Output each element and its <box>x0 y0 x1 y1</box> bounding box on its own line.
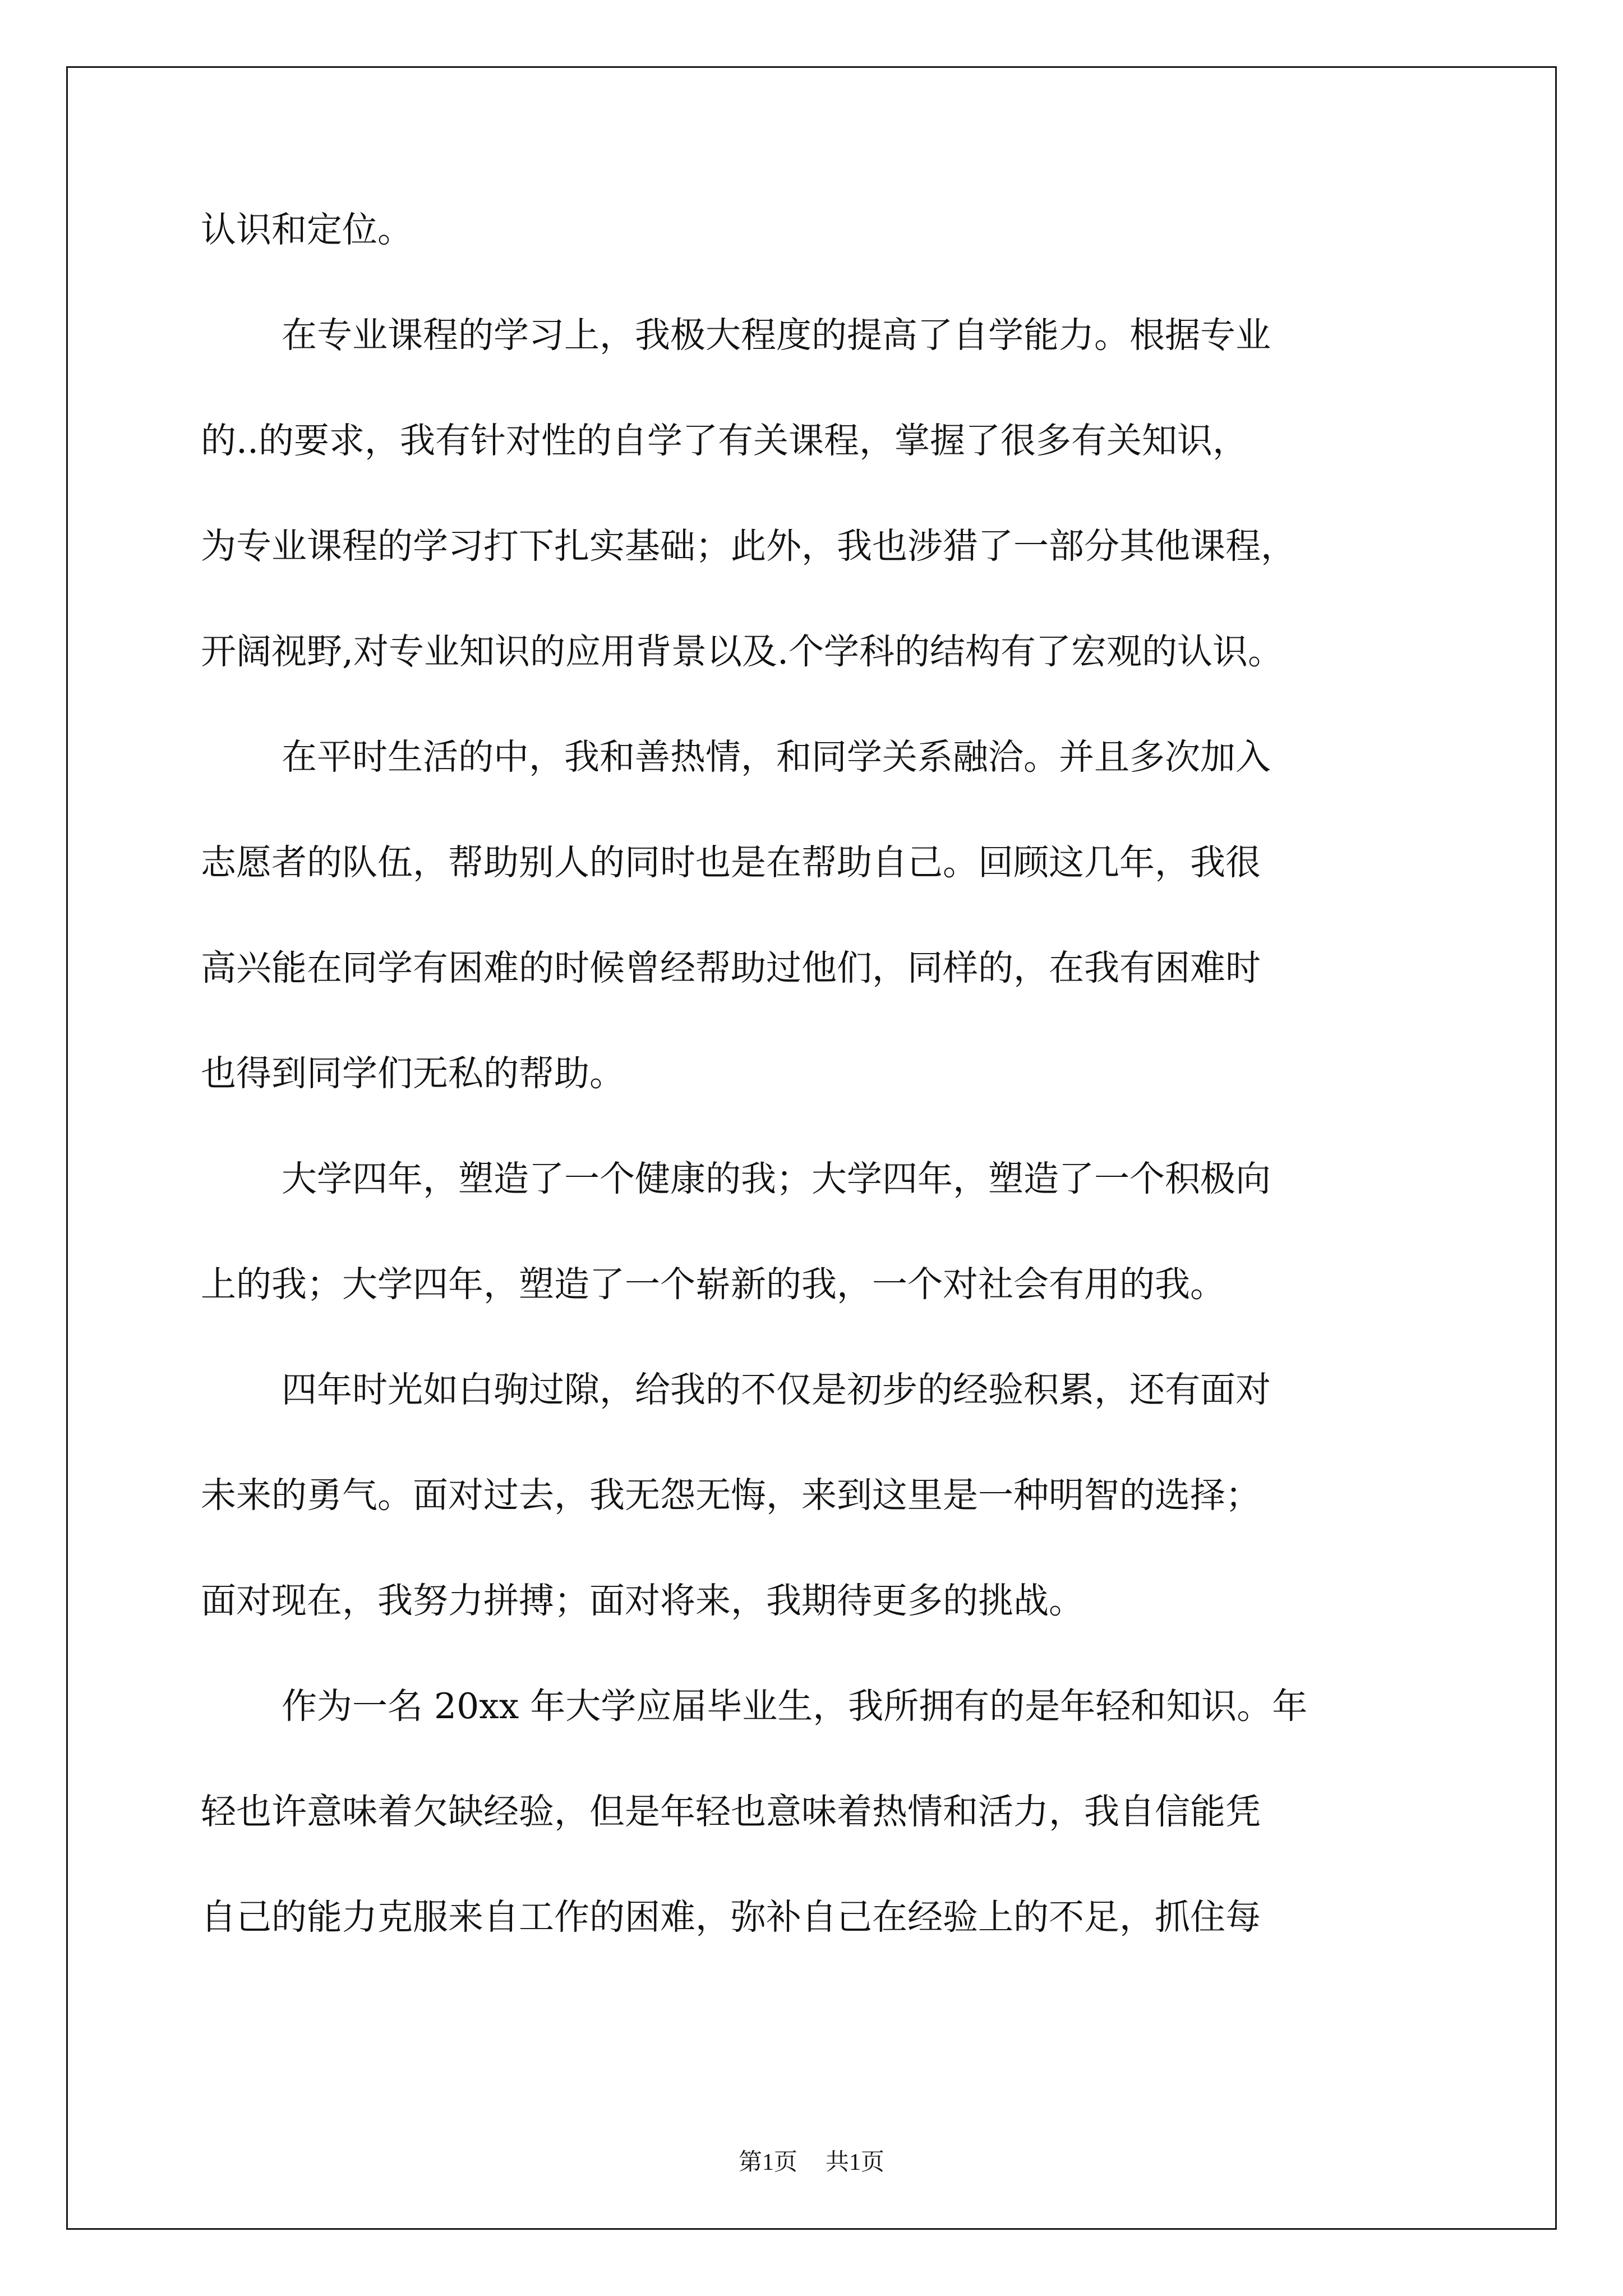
paragraph-line: 大学四年，塑造了一个健康的我；大学四年，塑造了一个积极向 <box>282 1158 1271 1199</box>
paragraph-line: 面对现在，我努力拼搏；面对将来，我期待更多的挑战。 <box>201 1580 1084 1621</box>
paragraph-line: 四年时光如白驹过隙，给我的不仅是初步的经验积累，还有面对 <box>282 1369 1271 1410</box>
paragraph-line: 开阔视野,对专业知识的应用背景以及.个学科的结构有了宏观的认识。 <box>201 631 1284 672</box>
paragraph-line: 上的我；大学四年，塑造了一个崭新的我，一个对社会有用的我。 <box>201 1264 1225 1305</box>
paragraph-line: 也得到同学们无私的帮助。 <box>201 1053 625 1094</box>
paragraph-line: 作为一名 20xx 年大学应届毕业生，我所拥有的是年轻和知识。年 <box>282 1686 1308 1727</box>
paragraph-line: 自己的能力克服来自工作的困难，弥补自己在经验上的不足，抓住每 <box>201 1897 1261 1938</box>
paragraph-line: 的..的要求，我有针对性的自学了有关课程，掌握了很多有关知识， <box>201 420 1248 461</box>
paragraph-line: 为专业课程的学习打下扎实基础；此外，我也涉猎了一部分其他课程， <box>201 526 1296 567</box>
paragraph-line: 轻也许意味着欠缺经验，但是年轻也意味着热情和活力，我自信能凭 <box>201 1791 1261 1832</box>
paragraph-line: 未来的勇气。面对过去，我无怨无悔，来到这里是一种明智的选择； <box>201 1475 1261 1516</box>
paragraph-line: 在专业课程的学习上，我极大程度的提高了自学能力。根据专业 <box>282 315 1271 356</box>
page-number-current: 第1页 <box>738 2150 797 2175</box>
page-number-total: 共1页 <box>826 2150 885 2175</box>
paragraph-line: 在平时生活的中，我和善热情，和同学关系融洽。并且多次加入 <box>282 737 1271 777</box>
paragraph-line: 志愿者的队伍，帮助别人的同时也是在帮助自己。回顾这几年，我很 <box>201 842 1261 883</box>
paragraph-line: 认识和定位。 <box>201 209 413 250</box>
paragraph-line: 高兴能在同学有困难的时候曾经帮助过他们，同样的，在我有困难时 <box>201 947 1261 988</box>
page-footer <box>0 2146 1623 2179</box>
